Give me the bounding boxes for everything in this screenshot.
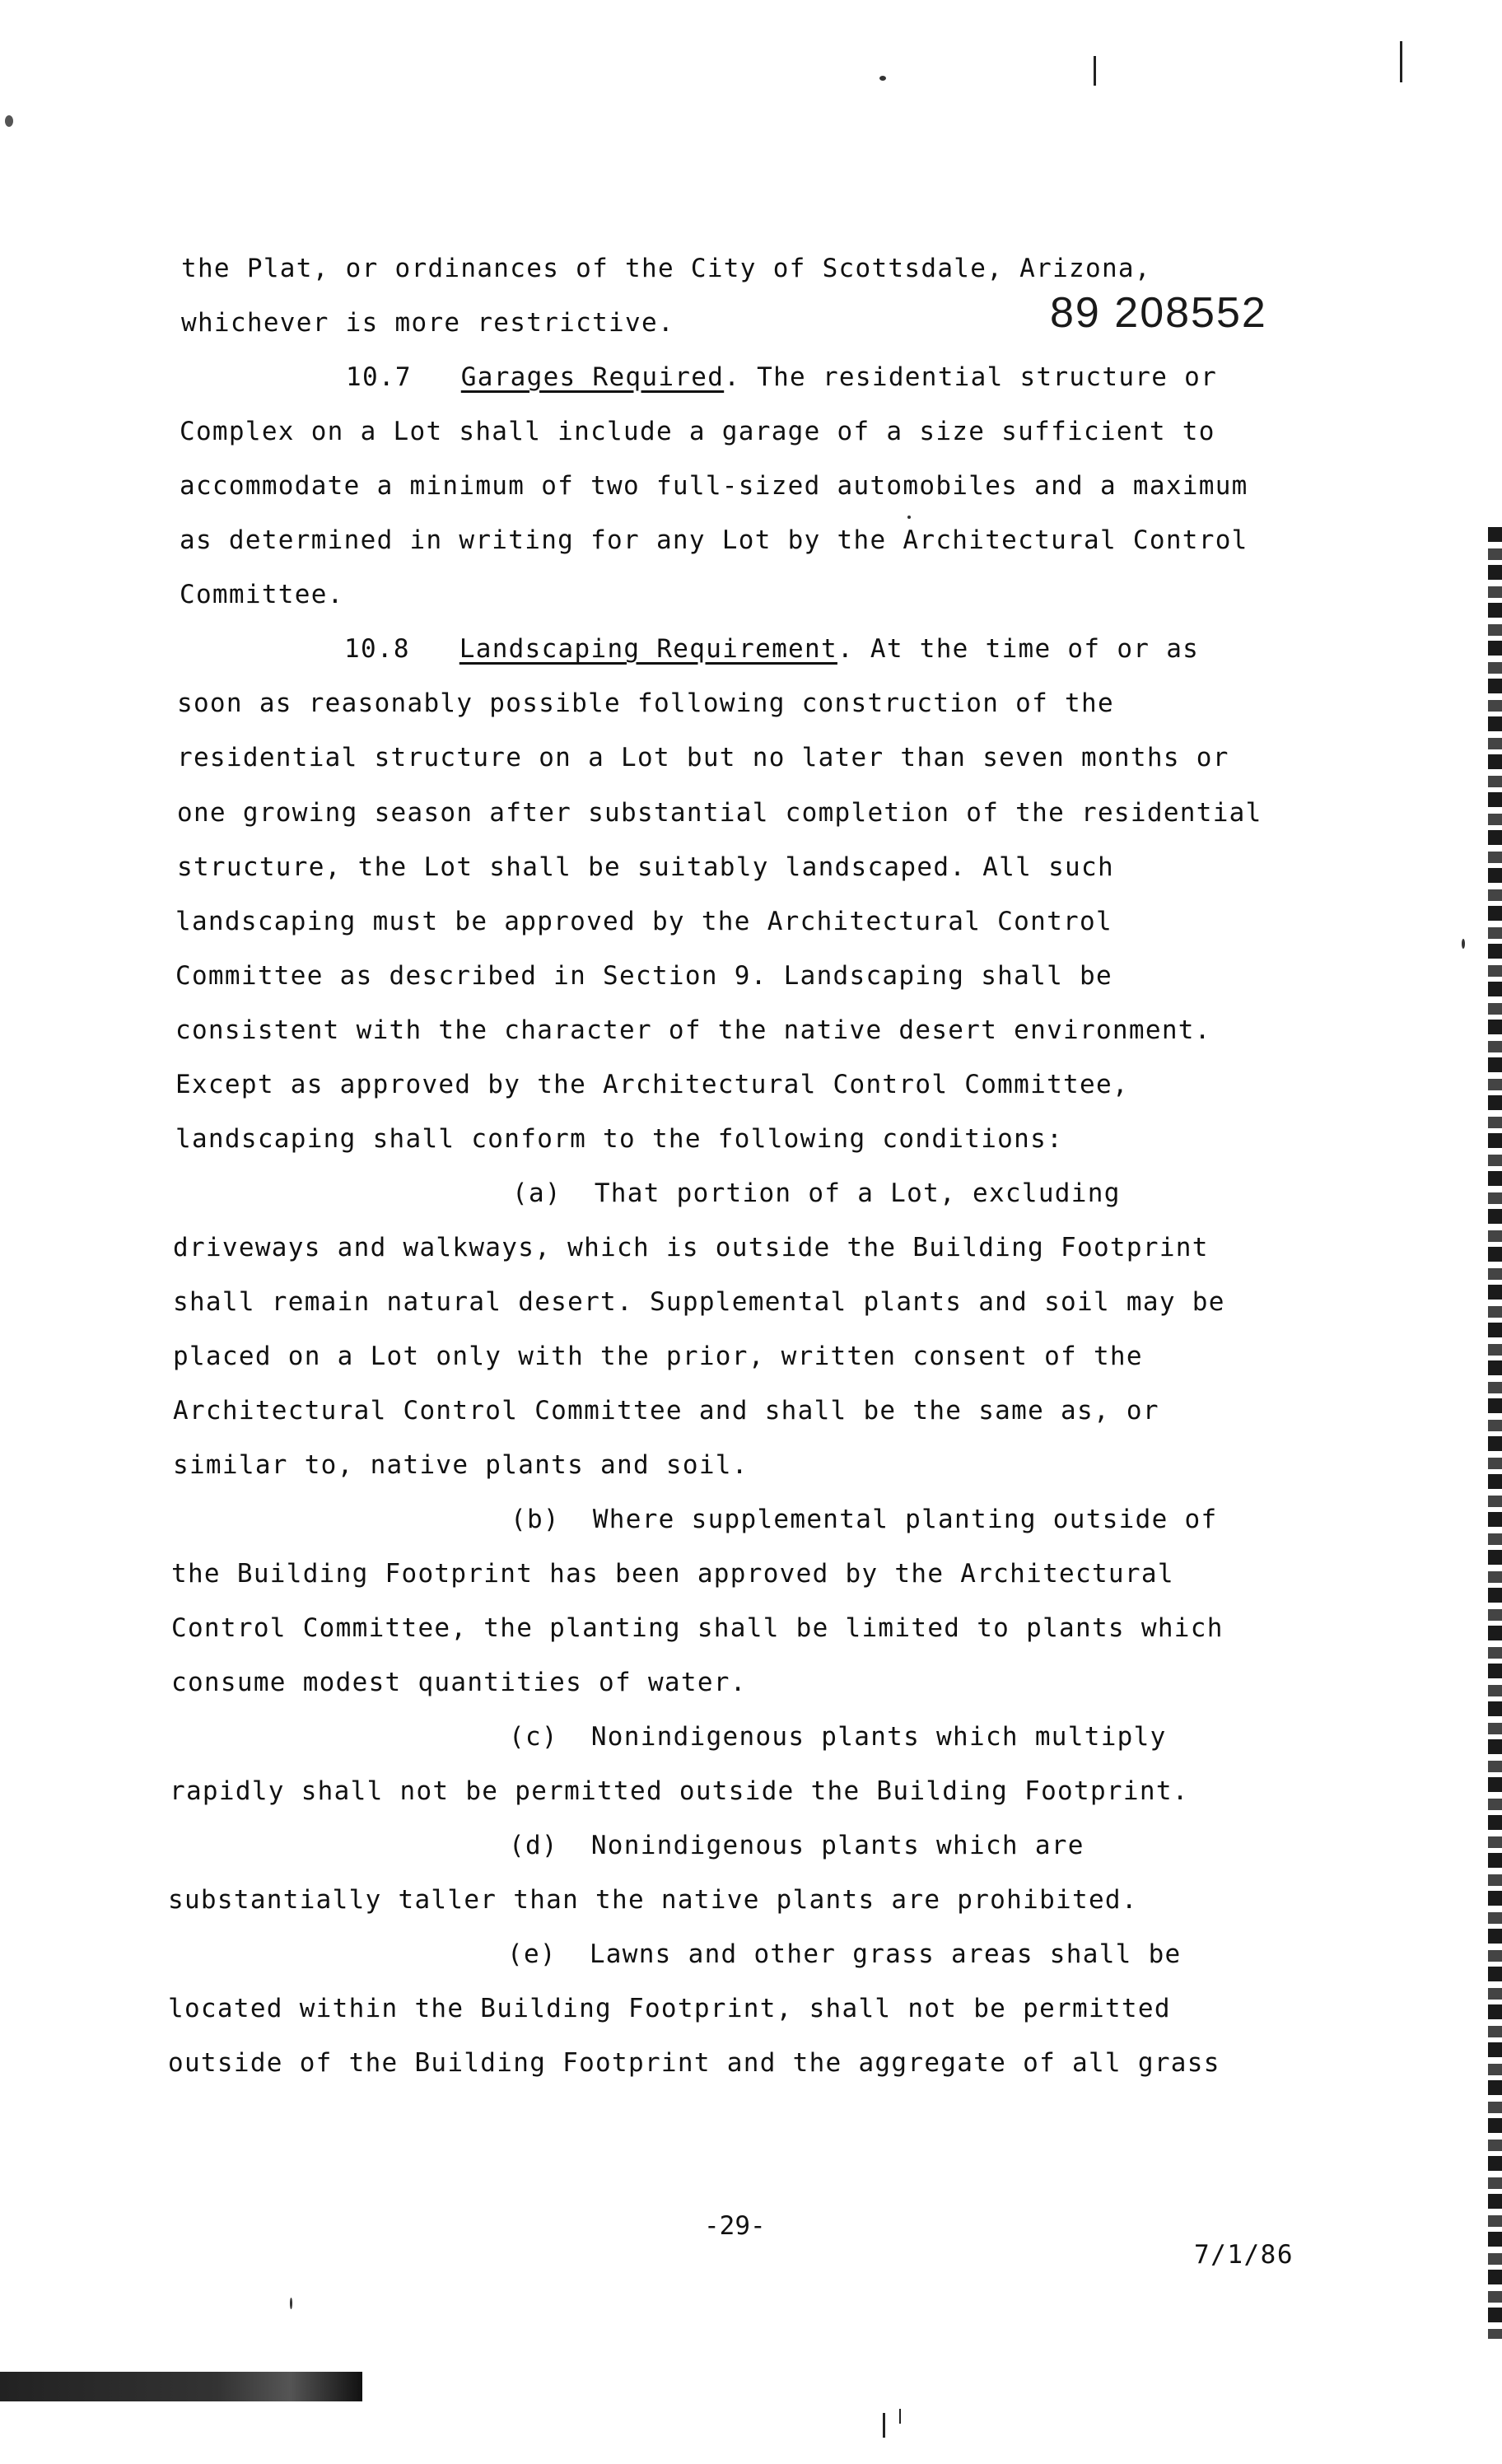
text-line: the Building Footprint has been approved by the Architectural [171,1559,1174,1589]
condition-d: (d) Nonindigenous plants which are [509,1831,1085,1860]
document-number: 89 208552 [1050,289,1267,337]
text-line: as determined in writing for any Lot by the Architectural Control [180,525,1248,555]
revision-date: 7/1/86 [1194,2240,1294,2270]
text-line: soon as reasonably possible following construction of the [177,688,1114,718]
text-line: accommodate a minimum of two full-sized automobiles and a maximum [180,471,1248,501]
text-line: located within the Building Footprint, shall not be permitted [168,1994,1171,2023]
section-text: . The residential structure or [724,362,1218,392]
section-number: 10.8 [344,634,410,664]
condition-a: (a) That portion of a Lot, excluding [512,1178,1121,1208]
section-heading: Garages Required [460,362,725,392]
text-line: consume modest quantities of water. [171,1668,747,1697]
text-line: rapidly shall not be permitted outside the Building Footprint. [170,1776,1189,1806]
condition-c: (c) Nonindigenous plants which multiply [509,1722,1167,1752]
text-line: Architectural Control Committee and shall be the same as, or [173,1396,1159,1426]
section-10-8-line [344,632,1199,665]
section-10-7-line [346,361,1217,394]
condition-e: (e) Lawns and other grass areas shall be [507,1939,1182,1969]
text-line: the Plat, or ordinances of the City of Scottsdale, Arizona, [181,254,1151,283]
text-line: landscaping shall conform to the following conditions: [175,1124,1064,1154]
text-line: driveways and walkways, which is outside the Building Footprint [173,1233,1209,1262]
section-heading: Landscaping Requirement [459,634,837,664]
text-line: outside of the Building Footprint and the aggregate of all grass [168,2048,1220,2078]
section-number: 10.7 [346,362,412,392]
text-line: residential structure on a Lot but no later than seven months or [177,743,1229,772]
text-line: substantially taller than the native plants are prohibited. [168,1885,1138,1915]
text-line: whichever is more restrictive. [181,308,674,338]
text-line: one growing season after substantial completion of the residential [177,798,1262,828]
text-line: Committee as described in Section 9. Landscaping shall be [175,961,1113,991]
text-line: landscaping must be approved by the Architectural Control [175,907,1113,936]
text-line: structure, the Lot shall be suitably landscaped. All such [177,852,1114,882]
text-line: shall remain natural desert. Supplemental plants and soil may be [173,1287,1225,1317]
text-line: consistent with the character of the native desert environment. [175,1015,1211,1045]
text-line: Committee. [180,580,344,609]
section-text: . At the time of or as [837,634,1200,664]
condition-b: (b) Where supplemental planting outside of [511,1505,1218,1534]
text-line: similar to, native plants and soil. [173,1450,749,1480]
text-line: Except as approved by the Architectural Control Committee, [175,1070,1129,1099]
text-line: Complex on a Lot shall include a garage of a size sufficient to [180,417,1215,446]
page-number: -29- [704,2211,766,2241]
text-line: placed on a Lot only with the prior, written consent of the [173,1342,1143,1371]
text-line: Control Committee, the planting shall be limited to plants which [171,1613,1224,1643]
